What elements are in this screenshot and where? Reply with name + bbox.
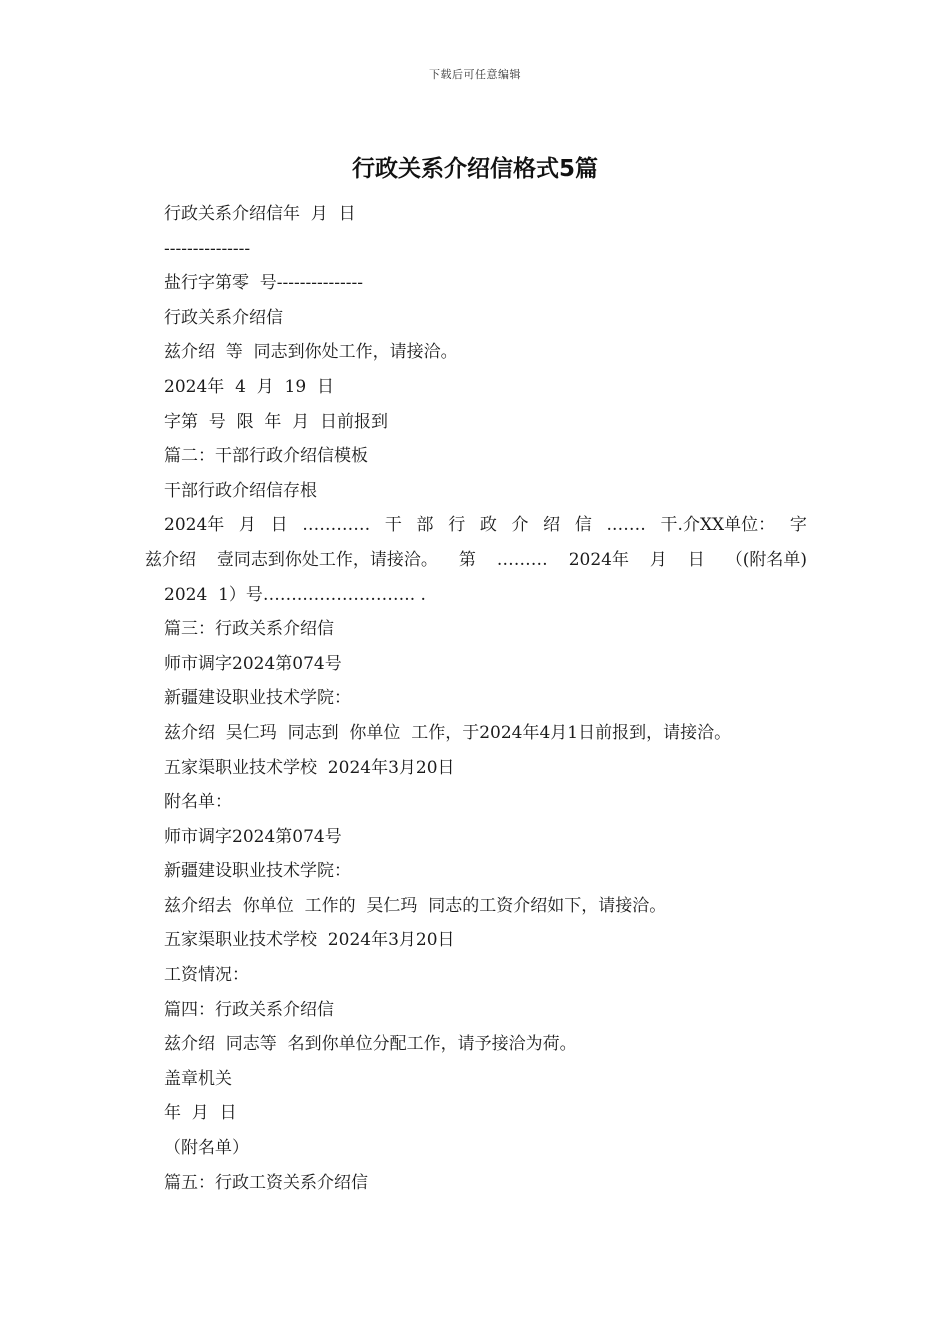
text-line: 盖章机关 (164, 1068, 232, 1089)
text-segment: 部 (416, 515, 434, 536)
justified-row (145, 508, 807, 543)
text-line: 五家渠职业技术学校 2024年3月20日 (164, 757, 455, 778)
text-segment: 干.介XX单位： (660, 515, 776, 536)
text-line: 2024 1）号…….……………….. . (164, 584, 426, 605)
text-line: 2024年 4 月 19 日 (164, 376, 334, 397)
text-segment: 行 (448, 515, 466, 536)
text-segment: （(附名单) (725, 549, 807, 570)
text-line: 年 月 日 (164, 1103, 237, 1124)
text-segment: 政 (479, 515, 497, 536)
section-heading: 篇二：干部行政介绍信模板 (164, 446, 368, 467)
text-line: 兹介绍 吴仁玛 同志到 你单位 工作，于2024年4月1日前报到，请接洽。 (164, 722, 732, 743)
text-line: 师市调字2024第074号 (164, 826, 342, 847)
page-header-note: 下载后可任意编辑 (429, 68, 521, 81)
text-line: 兹介绍去 你单位 工作的 吴仁玛 同志的工资介绍如下，请接洽。 (164, 895, 667, 916)
text-segment: 第 (458, 549, 476, 570)
text-segment: .…… (606, 515, 646, 536)
section-heading: 篇三：行政关系介绍信 (164, 619, 334, 640)
text-segment: 壹同志到你处工作，请接洽。 (216, 549, 438, 570)
text-segment: 干 (384, 515, 402, 536)
text-line: （附名单） (164, 1138, 249, 1159)
text-line: --------------- (164, 238, 251, 259)
text-segment: 信 (574, 515, 592, 536)
text-segment: 兹介绍 (145, 549, 196, 570)
text-segment: 字 (789, 515, 807, 536)
text-line: 新疆建设职业技术学院： (164, 688, 351, 709)
text-segment: 介 (511, 515, 529, 536)
document-body (145, 197, 807, 1200)
section-heading: 篇五：行政工资关系介绍信 (164, 1172, 368, 1193)
document-title: 行政关系介绍信格式5篇 (351, 156, 598, 182)
text-segment: 月 (649, 549, 667, 570)
text-segment: 日 (687, 549, 705, 570)
text-line: 师市调字2024第074号 (164, 653, 342, 674)
text-line: 盐行字第零 号--------------- (164, 273, 363, 294)
justified-row (145, 543, 807, 578)
text-segment: 2024年 (164, 515, 225, 536)
text-line: 工资情况： (164, 965, 249, 986)
text-line: 字第 号 限 年 月 日前报到 (164, 411, 389, 432)
text-line: 干部行政介绍信存根 (164, 480, 317, 501)
section-heading: 篇四：行政关系介绍信 (164, 999, 334, 1020)
text-segment: 绍 (543, 515, 561, 536)
text-segment: ……… (496, 549, 548, 570)
text-segment: ………… (302, 515, 371, 536)
text-line: 新疆建设职业技术学院： (164, 861, 351, 882)
text-line: 行政关系介绍信年 月 日 (164, 204, 356, 224)
text-segment: 2024年 (568, 549, 629, 570)
text-segment: 月 (238, 515, 256, 536)
text-line: 兹介绍 同志等 名到你单位分配工作，请予接洽为荷。 (164, 1034, 577, 1055)
text-line: 附名单： (164, 792, 232, 813)
text-line: 行政关系介绍信 (164, 307, 283, 328)
text-line: 五家渠职业技术学校 2024年3月20日 (164, 930, 455, 951)
text-line: 兹介绍 等 同志到你处工作，请接洽。 (164, 342, 458, 363)
text-segment: 日 (270, 515, 288, 536)
